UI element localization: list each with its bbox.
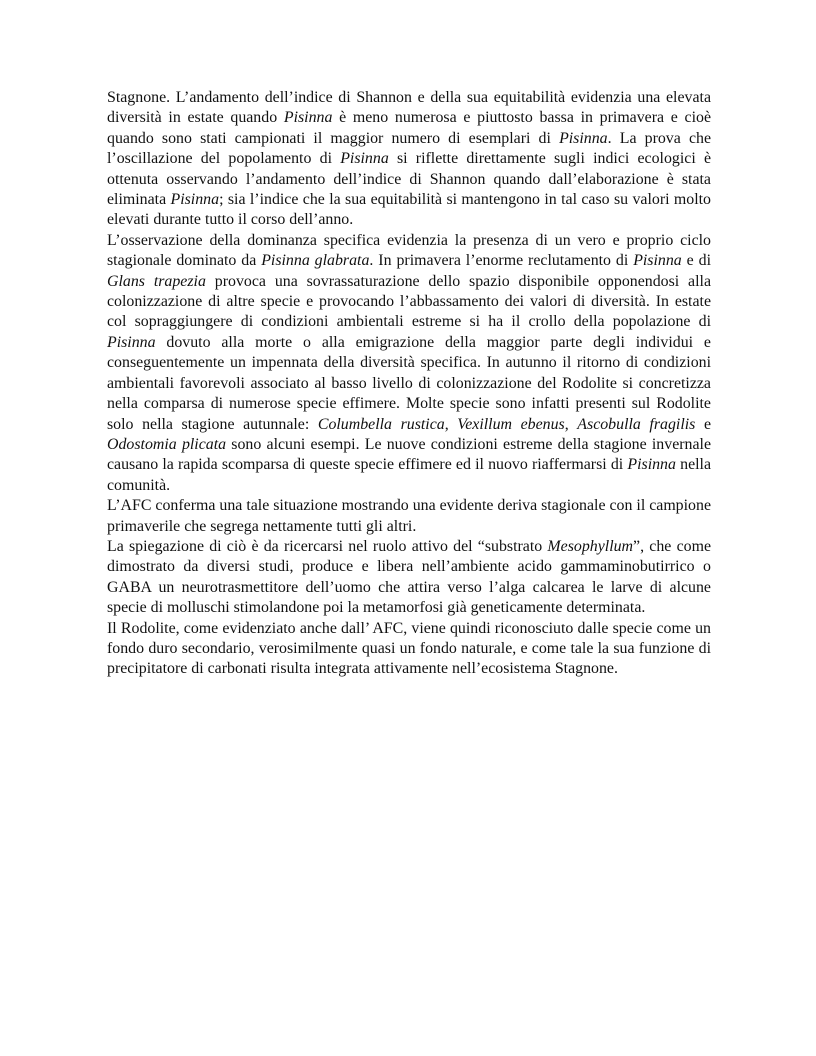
text-run: , [444, 415, 458, 433]
text-run: e di [681, 252, 711, 270]
italic-taxon: Odostomia plicata [107, 435, 227, 453]
italic-taxon: Columbella rustica [317, 415, 445, 433]
text-run: ; sia l’indice che la sua equitabilità si mantengono in tal caso su valori molto elevati durante tutto il corso dell’anno. [107, 191, 711, 229]
italic-taxon: Mesophyllum [547, 537, 634, 555]
text-run: La spiegazione di ciò è da ricercarsi nel ruolo attivo del “substrato [107, 537, 548, 555]
text-run: e [695, 415, 711, 433]
italic-taxon: Pisinna [340, 150, 389, 168]
paragraph-dominance [107, 231, 711, 496]
paragraph-mesophyllum [107, 537, 711, 619]
text-run: è meno numerosa e piuttosto bassa in primavera e cioè quando sono stati campionati il maggior numero di esemplari di [107, 109, 712, 147]
text-run: sono alcuni esempi. Le nuove condizioni estreme della stagione invernale causano la rapida scomparsa di queste specie effimere ed il nuovo riaffermarsi di [107, 435, 712, 474]
text-run: Il Rodolite, come evidenziato anche dall’ AFC, viene quindi riconosciuto dalle specie come un fondo duro secondario, verosimilmente quasi un fondo naturale, e come tale la sua funzione di precipitatore di carbonati risulta integrata attivamente nell’ecosistema Stagnone. [107, 619, 711, 678]
text-run: provoca una sovrassaturazione dello spazio disponibile opponendosi alla colonizzazione di altre specie e provocando l’abbassamento dei valori di diversità. In estate col sopraggiungere di condizioni ambientali estreme si ha il crollo della popolazione di [107, 272, 711, 331]
text-run: L’AFC conferma una tale situazione mostrando una evidente deriva stagionale con il campione primaverile che segrega nettamente tutti gli altri. [107, 497, 711, 535]
italic-taxon: Pisinna [627, 456, 676, 474]
text-run: ”, che come dimostrato da diversi studi, produce e libera nell’ambiente acido gammaminobutirrico o GABA un neurotrasmettitore dell’uomo che attira verso l’alga calcarea le larve di alcune specie di molluschi stimolandone poi la metamorfosi già geneticamente determinata. [107, 537, 711, 617]
paragraph-afc [107, 496, 711, 537]
italic-taxon: Pisinna [107, 333, 156, 351]
text-run: dovuto alla morte o alla emigrazione della maggior parte degli individui e conseguentemente un impennata della diversità specifica. In autunno il ritorno di condizioni ambientali favorevoli associato al basso livello di colonizzazione del Rodolite si concretizza nella comparsa di numerose specie effimere. Molte specie sono infatti presenti sul Rodolite solo nella stagione autunnale: [107, 333, 711, 433]
italic-taxon: Pisinna [633, 252, 682, 270]
text-run: Stagnone. L’andamento dell’indice di Shannon e della sua equitabilità evidenzia una elevata diversità in estate quando [107, 89, 711, 127]
text-run: L’osservazione della dominanza specifica evidenzia la presenza di un vero e proprio ciclo stagionale dominato da [107, 231, 711, 270]
italic-taxon: Pisinna [170, 191, 220, 209]
italic-taxon: Pisinna [559, 129, 608, 147]
text-run: , [564, 415, 578, 433]
italic-taxon: Vexillum ebenus [457, 415, 565, 433]
text-run: nella comunità. [107, 456, 712, 494]
paragraph-rodolite [107, 619, 711, 680]
italic-taxon: Glans trapezia [107, 272, 206, 290]
text-run: . La prova che l’oscillazione del popolamento di [107, 129, 711, 168]
italic-taxon: Pisinna glabrata [261, 252, 370, 270]
italic-taxon: Pisinna [283, 109, 333, 127]
italic-taxon: Ascobulla fragilis [577, 415, 696, 433]
text-run: . In primavera l’enorme reclutamento di [369, 252, 634, 270]
document-page [107, 88, 711, 680]
text-run: si riflette direttamente sugli indici ecologici è ottenuta osservando l’andamento dell’indice di Shannon quando dall’elaborazione è stata eliminata [107, 150, 712, 209]
paragraph-shannon-index [107, 88, 711, 231]
